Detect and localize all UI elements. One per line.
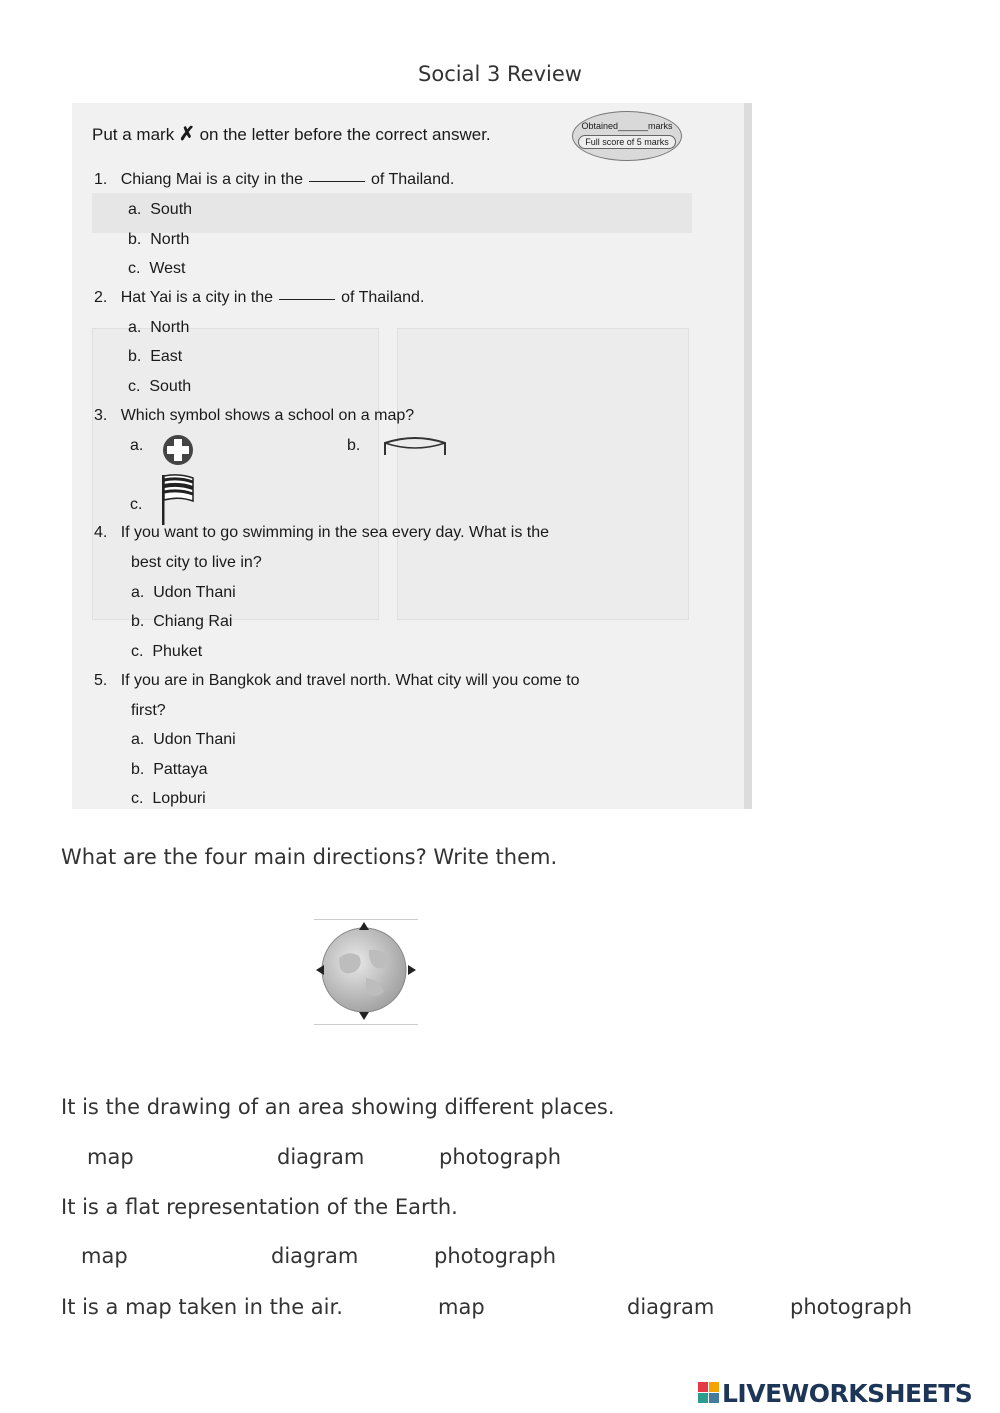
option-text: South: [150, 201, 193, 218]
option-letter: b.: [131, 761, 145, 778]
option-letter: c.: [130, 496, 143, 513]
statement-1: It is the drawing of an area showing different places.: [61, 1095, 615, 1119]
globe-image: [314, 919, 418, 1025]
instruction-prefix: Put a mark: [92, 125, 175, 144]
option-text: Udon Thani: [153, 731, 236, 748]
question-number: 5.: [94, 672, 108, 689]
option-1a[interactable]: [128, 201, 192, 219]
option-letter: a.: [131, 731, 145, 748]
question-text: If you are in Bangkok and travel north. What city will you come to: [120, 672, 580, 689]
statement-3: It is a map taken in the air.: [61, 1295, 343, 1319]
question-text: Hat Yai is a city in the: [120, 289, 274, 306]
question-text-line2: first?: [131, 702, 166, 719]
page-title: Social 3 Review: [418, 62, 582, 86]
x-mark-icon: ✗: [178, 124, 195, 145]
option-letter: a.: [131, 584, 145, 601]
option-letter: c.: [128, 260, 141, 277]
flag-icon[interactable]: [159, 471, 199, 527]
answer-blank: [279, 299, 335, 300]
directions-question: What are the four main directions? Write them.: [61, 845, 558, 869]
option-text: Pattaya: [153, 761, 208, 778]
choice-1-diagram[interactable]: diagram: [277, 1145, 365, 1169]
option-3c[interactable]: [130, 496, 142, 514]
question-text-line2: best city to live in?: [131, 554, 262, 571]
question-number: 1.: [94, 171, 108, 188]
question-3: [94, 407, 414, 425]
question-text: Chiang Mai is a city in the: [120, 171, 303, 188]
statement-2: It is a flat representation of the Earth.: [61, 1195, 458, 1219]
option-text: Phuket: [152, 643, 203, 660]
question-number: 3.: [94, 407, 108, 424]
option-letter: a.: [128, 201, 142, 218]
scanned-worksheet: [72, 103, 752, 809]
logo-text: LIVEWORKSHEETS: [722, 1378, 973, 1408]
option-letter: b.: [347, 437, 361, 454]
question-text: If you want to go swimming in the sea every day. What is the: [120, 524, 550, 541]
choice-3-map[interactable]: map: [438, 1295, 485, 1319]
choice-1-photograph[interactable]: photograph: [439, 1145, 562, 1169]
question-text: Which symbol shows a school on a map?: [120, 407, 415, 424]
option-letter: b.: [131, 613, 145, 630]
option-text: North: [150, 319, 190, 336]
option-2b[interactable]: [128, 348, 182, 366]
choice-1-map[interactable]: map: [87, 1145, 134, 1169]
choice-2-photograph[interactable]: photograph: [434, 1244, 557, 1268]
liveworksheets-logo[interactable]: [698, 1378, 972, 1408]
choice-2-diagram[interactable]: diagram: [271, 1244, 359, 1268]
hospital-cross-icon[interactable]: [160, 432, 196, 468]
option-4c[interactable]: [131, 643, 202, 661]
question-1: [94, 171, 454, 189]
option-2c[interactable]: [128, 378, 191, 396]
option-text: Chiang Rai: [153, 613, 233, 630]
option-letter: c.: [131, 790, 144, 807]
logo-squares-icon: [698, 1382, 720, 1404]
question-text-end: of Thailand.: [341, 289, 425, 306]
option-1b[interactable]: [128, 231, 189, 249]
option-letter: c.: [128, 378, 141, 395]
question-number: 2.: [94, 289, 108, 306]
option-3b[interactable]: [347, 437, 360, 455]
question-4: [94, 524, 549, 542]
scan-edge: [744, 103, 752, 809]
option-5a[interactable]: [131, 731, 236, 749]
option-letter: a.: [128, 319, 142, 336]
option-4a[interactable]: [131, 584, 236, 602]
option-4b[interactable]: [131, 613, 232, 631]
option-letter: b.: [128, 348, 142, 365]
option-letter: b.: [128, 231, 142, 248]
question-5: [94, 672, 580, 690]
bleed-through-box-left: [92, 328, 379, 620]
choice-2-map[interactable]: map: [81, 1244, 128, 1268]
score-full: Full score of 5 marks: [578, 135, 676, 149]
option-letter: a.: [130, 437, 144, 454]
choice-3-photograph[interactable]: photograph: [790, 1295, 913, 1319]
option-letter: c.: [131, 643, 144, 660]
option-5c[interactable]: [131, 790, 206, 808]
choice-3-diagram[interactable]: diagram: [627, 1295, 715, 1319]
option-text: East: [150, 348, 183, 365]
globe-with-arrows-icon: [314, 920, 418, 1024]
instruction-suffix: on the letter before the correct answer.: [199, 125, 491, 144]
option-text: Udon Thani: [153, 584, 236, 601]
option-1c[interactable]: [128, 260, 186, 278]
bleed-through-box-right: [397, 328, 689, 620]
question-number: 4.: [94, 524, 108, 541]
question-text-end: of Thailand.: [371, 171, 455, 188]
option-2a[interactable]: [128, 319, 189, 337]
option-5b[interactable]: [131, 761, 208, 779]
option-3a[interactable]: [130, 437, 143, 455]
option-text: South: [149, 378, 192, 395]
question-2: [94, 289, 424, 307]
option-text: West: [149, 260, 186, 277]
option-text: North: [150, 231, 190, 248]
option-text: Lopburi: [152, 790, 206, 807]
bridge-icon[interactable]: [382, 429, 448, 459]
score-box: [572, 111, 682, 161]
score-obtained: Obtained______marks: [581, 121, 673, 131]
instruction: [92, 123, 491, 146]
answer-blank: [309, 181, 365, 182]
